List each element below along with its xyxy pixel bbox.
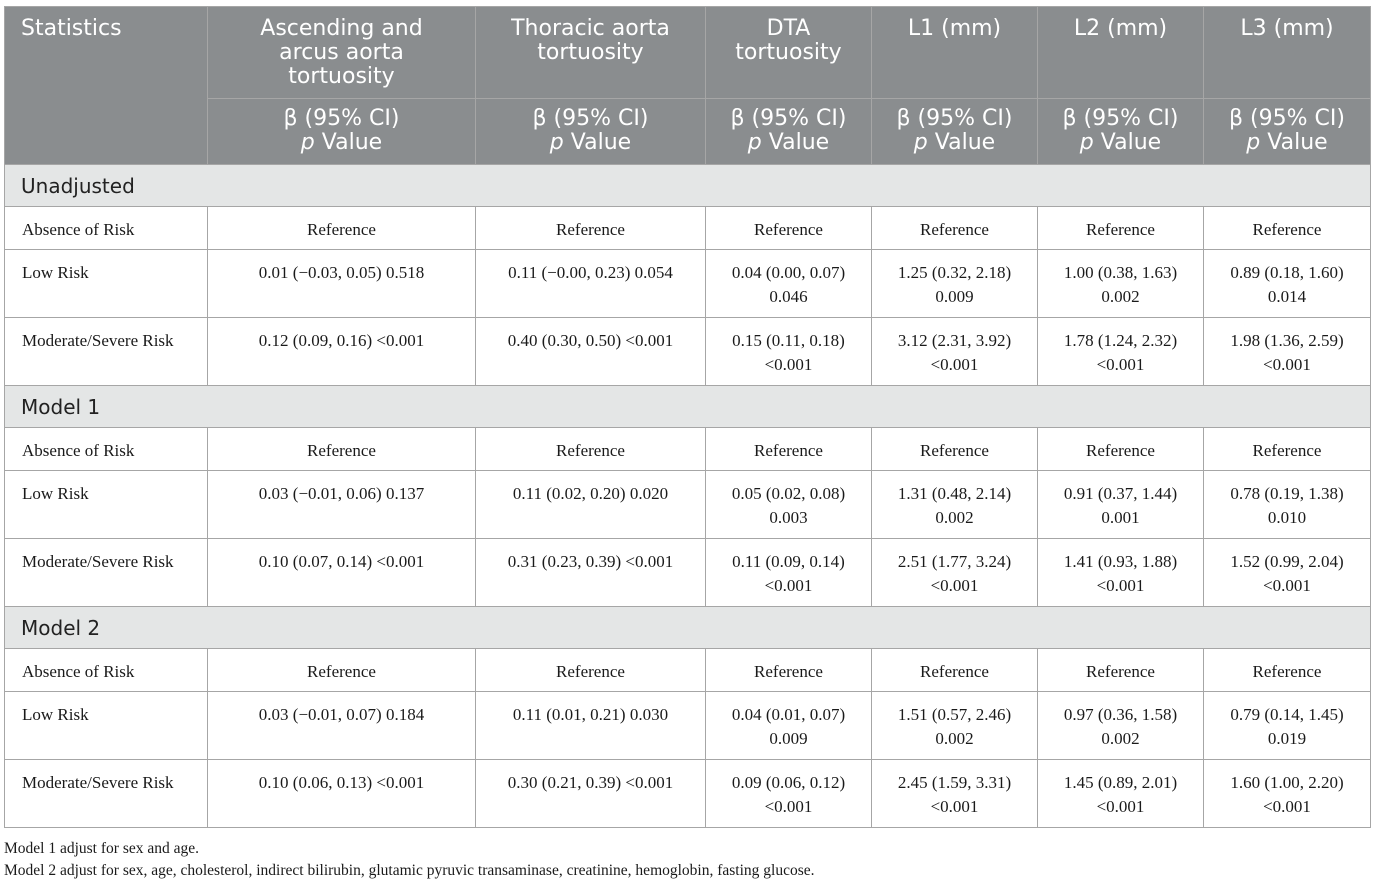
table-cell: 0.05 (0.02, 0.08) 0.003 [706,471,872,539]
header-thoracic-tortuosity: Thoracic aorta tortuosity [476,7,706,99]
table-row [5,539,1371,607]
table-cell: 0.11 (0.02, 0.20) 0.020 [476,471,706,539]
table-cell: Reference [476,649,706,692]
table-cell: 2.45 (1.59, 3.31) <0.001 [872,760,1038,828]
table-cell: 0.30 (0.21, 0.39) <0.001 [476,760,706,828]
table-cell: 0.79 (0.14, 1.45) 0.019 [1204,692,1371,760]
table-cell: Reference [1038,207,1204,250]
row-label: Low Risk [5,250,208,318]
table-cell: Reference [872,207,1038,250]
row-label: Absence of Risk [5,428,208,471]
table-cell: Reference [1204,428,1371,471]
row-label: Moderate/Severe Risk [5,318,208,386]
table-cell: Reference [476,428,706,471]
table-row [5,428,1371,471]
table-header [5,7,1371,165]
table-cell: 0.04 (0.01, 0.07) 0.009 [706,692,872,760]
header-statistics: Statistics [5,7,208,165]
table-row [5,207,1371,250]
table-cell: 0.11 (0.09, 0.14) <0.001 [706,539,872,607]
table-cell: 1.78 (1.24, 2.32) <0.001 [1038,318,1204,386]
table-cell: 1.60 (1.00, 2.20) <0.001 [1204,760,1371,828]
table-cell: 0.01 (−0.03, 0.05) 0.518 [208,250,476,318]
table-cell: 0.11 (−0.00, 0.23) 0.054 [476,250,706,318]
subheader-col-2: β (95% CI) p Value [476,99,706,165]
table-cell: 0.03 (−0.01, 0.06) 0.137 [208,471,476,539]
subheader-col-5: β (95% CI) p Value [1038,99,1204,165]
table-cell: Reference [476,207,706,250]
section-title: Unadjusted [5,165,1371,207]
table-cell: 0.10 (0.07, 0.14) <0.001 [208,539,476,607]
section-row-model-1 [5,386,1371,428]
table-row [5,250,1371,318]
table-cell: Reference [1204,649,1371,692]
section-title: Model 1 [5,386,1371,428]
table-cell: 0.31 (0.23, 0.39) <0.001 [476,539,706,607]
table-cell: 0.09 (0.06, 0.12) <0.001 [706,760,872,828]
table-row [5,760,1371,828]
header-dta-tortuosity: DTA tortuosity [706,7,872,99]
table-cell: Reference [208,207,476,250]
row-label: Absence of Risk [5,207,208,250]
table-cell: 0.04 (0.00, 0.07) 0.046 [706,250,872,318]
table-row [5,692,1371,760]
table-cell: Reference [706,428,872,471]
table-cell: Reference [208,649,476,692]
table-cell: 2.51 (1.77, 3.24) <0.001 [872,539,1038,607]
table-cell: 1.98 (1.36, 2.59) <0.001 [1204,318,1371,386]
subheader-col-6: β (95% CI) p Value [1204,99,1371,165]
subheader-col-1: β (95% CI) p Value [208,99,476,165]
table-cell: 0.03 (−0.01, 0.07) 0.184 [208,692,476,760]
table-body [5,165,1371,828]
table-cell: 1.25 (0.32, 2.18) 0.009 [872,250,1038,318]
table-cell: 0.12 (0.09, 0.16) <0.001 [208,318,476,386]
section-row-model-2 [5,607,1371,649]
subheader-col-4: β (95% CI) p Value [872,99,1038,165]
header-l2: L2 (mm) [1038,7,1204,99]
table-row [5,318,1371,386]
table-cell: 0.91 (0.37, 1.44) 0.001 [1038,471,1204,539]
regression-table [4,6,1371,828]
table-cell: Reference [872,649,1038,692]
table-cell: 0.78 (0.19, 1.38) 0.010 [1204,471,1371,539]
table-cell: Reference [208,428,476,471]
table-cell: 0.40 (0.30, 0.50) <0.001 [476,318,706,386]
section-title: Model 2 [5,607,1371,649]
footnote-model-1: Model 1 adjust for sex and age. [4,840,199,857]
table-row [5,649,1371,692]
table-cell: Reference [706,207,872,250]
header-l1: L1 (mm) [872,7,1038,99]
table-cell: 3.12 (2.31, 3.92) <0.001 [872,318,1038,386]
table-cell: 1.41 (0.93, 1.88) <0.001 [1038,539,1204,607]
table-cell: 0.97 (0.36, 1.58) 0.002 [1038,692,1204,760]
table-cell: 1.00 (0.38, 1.63) 0.002 [1038,250,1204,318]
row-label: Moderate/Severe Risk [5,539,208,607]
table-cell: 0.89 (0.18, 1.60) 0.014 [1204,250,1371,318]
footnote-model-2: Model 2 adjust for sex, age, cholesterol, indirect bilirubin, glutamic pyruvic transaminase, creatinine, hemoglobin, fasting glucose. [4,862,815,879]
table-cell: Reference [1038,649,1204,692]
subheader-col-3: β (95% CI) p Value [706,99,872,165]
header-ascending-arcus-tortuosity: Ascending and arcus aorta tortuosity [208,7,476,99]
row-label: Moderate/Severe Risk [5,760,208,828]
table-cell: 1.51 (0.57, 2.46) 0.002 [872,692,1038,760]
section-row-unadjusted [5,165,1371,207]
table-cell: 0.11 (0.01, 0.21) 0.030 [476,692,706,760]
table-row [5,471,1371,539]
row-label: Low Risk [5,692,208,760]
table-cell: Reference [706,649,872,692]
table-cell: Reference [1038,428,1204,471]
table-cell: 0.15 (0.11, 0.18) <0.001 [706,318,872,386]
table-cell: 1.31 (0.48, 2.14) 0.002 [872,471,1038,539]
table-cell: 1.45 (0.89, 2.01) <0.001 [1038,760,1204,828]
row-label: Low Risk [5,471,208,539]
table-cell: Reference [1204,207,1371,250]
table-cell: 0.10 (0.06, 0.13) <0.001 [208,760,476,828]
header-l3: L3 (mm) [1204,7,1371,99]
table-cell: Reference [872,428,1038,471]
regression-table-container [4,6,1370,828]
row-label: Absence of Risk [5,649,208,692]
table-cell: 1.52 (0.99, 2.04) <0.001 [1204,539,1371,607]
